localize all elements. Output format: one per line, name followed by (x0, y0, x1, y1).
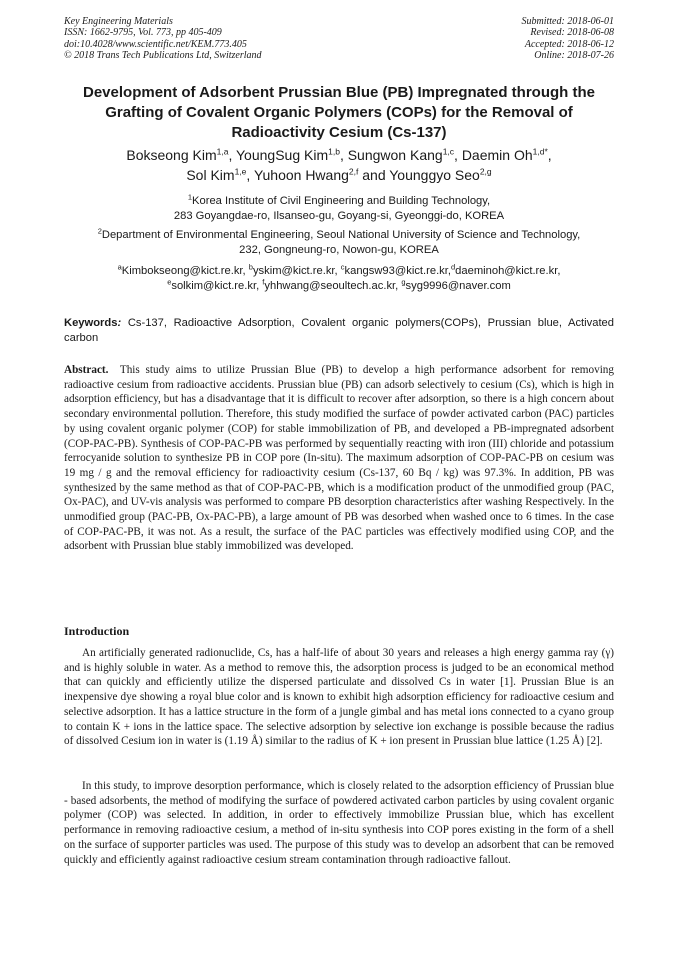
email-link[interactable]: Kimbokseong@kict.re.kr (121, 265, 243, 277)
email-link[interactable]: daeminoh@kict.re.kr (455, 265, 558, 277)
journal-copyright: © 2018 Trans Tech Publications Ltd, Switzerland (64, 50, 262, 62)
journal-issn: ISSN: 1662-9795, Vol. 773, pp 405-409 (64, 27, 222, 39)
intro-paragraph-1 (64, 646, 614, 749)
paragraph-text: In this study, to improve desorption performance, which is closely related to the adsorption efficiency of Prussian blue - based adsorbents, the method of modifying the surface of powdered activated carbon particles by using covalent organic polymer (COP) was selected. In addition, in order to effectively immobilize Prussian blue, which has excellent performance in removing radioactive cesium, a method of in-situ synthesis into COP pores existing in the form of a shell on the surface of supporter particles was used. The purpose of this study was to develop an adsorbent that can be removed quickly and efficiently against radioactive cesium stream contamination through radioactive fallout. (64, 780, 614, 866)
keywords-text: Cs-137, Radioactive Adsorption, Covalent organic polymers(COPs), Prussian blue, Activated carbon (64, 317, 614, 344)
author-sup: 2,f (348, 166, 359, 177)
email-link[interactable]: kangsw93@kict.re.kr (344, 265, 448, 277)
date-accepted: Accepted: 2018-06-12 (524, 38, 614, 50)
journal-info (64, 16, 262, 62)
paper-title: Development of Adsorbent Prussian Blue (PB) Impregnated through the Grafting of Covalent Organic Polymers (COPs) for the Removal of Radioactivity Cesium (Cs-137) (83, 84, 595, 141)
email-sup: e (167, 277, 172, 287)
abstract (64, 363, 614, 554)
intro-paragraph-2 (64, 779, 614, 867)
author-sup: 1,d* (532, 146, 548, 157)
email-link[interactable]: yhhwang@seoultech.ac.kr (264, 280, 396, 292)
author-name: Sol Kim (186, 167, 235, 183)
author-sup: 2,g (479, 166, 492, 177)
section-heading-introduction: Introduction (64, 624, 130, 638)
author-name: YoungSug Kim (236, 147, 329, 163)
email-sup: f (262, 277, 265, 287)
affiliation-sup: 2 (97, 226, 102, 236)
author-sup: 1,a (216, 146, 229, 157)
journal-name: Key Engineering Materials (64, 16, 173, 27)
email-sup: a (117, 262, 122, 272)
abstract-text: This study aims to utilize Prussian Blue (PB) to develop a high performance adsorbent for removing radioactive cesium from radioactive accidents. Prussian blue (PB) can adsorb selectively to cesium (Cs), which is high in adsorption efficiency, but has a disadvantage that it is difficult to recover after adsorption, so there is a high concern about secondary environmental pollution. Therefore, this study modified the surface of powder activated carbon (PAC) particles by using covalent organic polymer (COP) for stable immobilization of PB, and developed a PB-impregnated adsorbent (COP-PAC-PB). Synthesis of COP-PAC-PB was performed by sequentially reacting with iron (III) chloride and potassium ferrocyanide solution to synthesize PB in COP pore (In-situ). The maximum adsorption of COP-PAC-PB on cesium was 19 mg / g and the removal efficiency for radioactivity cesium (Cs-137, 60 Bq / kg) was 97.3%. In addition, PB was synthesized by the same method as that of COP-PAC-PB, which is a modification product of the unmodified group (PAC, Ox-PAC), and UV-vis analysis was performed to compare PB desorption characteristics after washing Respectively. In the unmodified group (PAC-PB, Ox-PAC-PB), a large amount of PB was desorbed when washed once to 6 times. In the case of COP-PAC-PB, it was not. As a result, the surface of the PAC particles was effectively modified using COP, and the adsorbent with Prussian blue stably immobilized was developed. (64, 364, 614, 553)
paragraph-text: An artificially generated radionuclide, Cs, has a half-life of about 30 years and releases a high energy gamma ray (γ) and is highly soluble in water. As a method to remove this, the adsorption process is judged to be an economical method that can quickly and efficiently utilize the dispersed particulate and dissolved Cs in water [1]. Prussian Blue is an inexpensive dye showing a royal blue color and is known to exhibit high adsorption efficiency for radioactive cesium and selective adsorption. It has a lattice structure in the form of a jungle gimbal and has metal ions connected to a cyano group to contain K + ions in the lattice space. The selective adsorption by selective ion exchange is possible because the radius of dissolved Cesium ion in water is (1.19 Å) similar to the radius of K + ion present in Prussian blue lattice (1.25 Å) [2]. (64, 647, 614, 748)
affiliation-line: Korea Institute of Civil Engineering and Building Technology, (192, 195, 491, 207)
author-sup: 1,e (234, 166, 247, 177)
affiliation-line: 283 Goyangdae-ro, Ilsanseo-gu, Goyang-si, Gyeonggi-do, KOREA (173, 210, 505, 222)
keywords (64, 316, 614, 346)
author-sup: 1,c (442, 146, 455, 157)
keywords-colon: : (117, 317, 122, 329)
journal-doi: doi:10.4028/www.scientific.net/KEM.773.405 (64, 38, 247, 50)
email-sup: d (451, 262, 456, 272)
author-name: Sungwon Kang (347, 147, 443, 163)
email-sup: c (340, 262, 345, 272)
abstract-label: Abstract. (64, 364, 109, 376)
date-revised: Revised: 2018-06-08 (530, 27, 614, 39)
email-link[interactable]: syg9996@naver.com (405, 280, 511, 292)
author-name: Daemin Oh (461, 147, 533, 163)
author-name: Yuhoon Hwang (253, 167, 349, 183)
author-name: Bokseong Kim (126, 147, 217, 163)
affiliation-sup: 1 (187, 192, 193, 202)
submission-dates (522, 16, 615, 62)
date-online: Online: 2018-07-26 (534, 50, 614, 62)
affiliation-line: 232, Gongneung-ro, Nowon-gu, KOREA (239, 244, 439, 256)
affiliation-1 (40, 194, 638, 224)
affiliation-2 (40, 228, 638, 258)
date-submitted: Submitted: 2018-06-01 (521, 16, 614, 27)
author-name: Younggyo Seo (389, 167, 480, 183)
email-sup: b (248, 262, 253, 272)
email-list: $^a$Kimbokseong@kict.re.kr, $^b$yskim@kict.re.kr, $^c$kangsw93@kict.re.kr,$^d$daeminoh@kict.re.kr, $^e$solkim@kict.re.kr, $^f$yhhwang@seoultech.ac.kr, $^g$syg9996@naver.com (117, 262, 561, 292)
affiliation-line: Department of Environmental Engineering, Seoul National University of Science and Technology, (101, 229, 581, 241)
author-list: Bokseong Kim$^{1,a}$, YoungSug Kim$^{1,b}$, Sungwon Kang$^{1,c}$, Daemin $Oh^{1,d*}$, Sol Kim$^{1,e}$, Yuhoon Hwang$^{2,f}$ and Younggyo Seo$^{2,g}$ (126, 146, 552, 183)
email-link[interactable]: yskim@kict.re.kr (252, 265, 335, 277)
email-link[interactable]: solkim@kict.re.kr (171, 280, 257, 292)
keywords-label: Keywords (64, 317, 118, 329)
author-sup: 1,b (328, 146, 340, 157)
email-sup: g (401, 277, 406, 287)
